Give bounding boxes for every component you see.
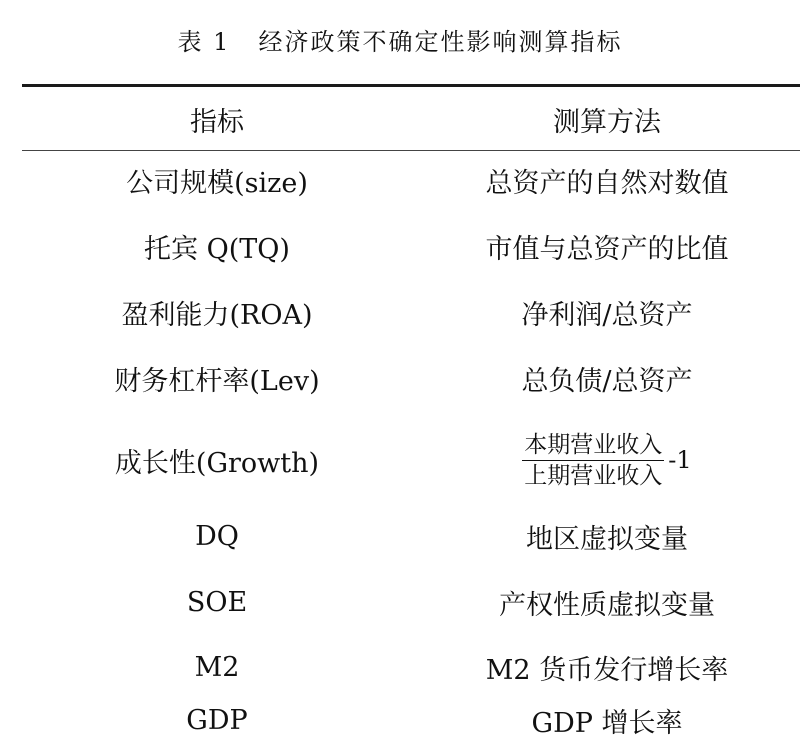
table-header-row (0, 92, 800, 146)
indicator-cell: 成长性(Growth) (114, 447, 320, 479)
table-row (0, 216, 800, 276)
table-row (0, 282, 800, 342)
fraction-denominator: 上期营业收入 (524, 462, 663, 489)
header-method: 测算方法 (553, 106, 661, 138)
method-cell: M2 货币发行增长率 (485, 654, 729, 686)
table-caption (0, 22, 800, 62)
table-top-rule (22, 84, 800, 87)
method-cell: 总资产的自然对数值 (485, 167, 729, 199)
method-cell: 产权性质虚拟变量 (499, 589, 715, 621)
table-row (0, 572, 800, 632)
indicator-cell: GDP (186, 704, 248, 736)
method-cell: 地区虚拟变量 (526, 523, 688, 555)
table-row (0, 425, 800, 495)
method-cell: GDP 增长率 (531, 707, 683, 739)
table-row (0, 506, 800, 566)
method-cell (414, 425, 800, 495)
table-row (0, 690, 800, 750)
method-cell: 净利润/总资产 (521, 299, 693, 331)
method-cell: 总负债/总资产 (521, 365, 693, 397)
table-row (0, 150, 800, 210)
growth-fraction (522, 432, 664, 489)
indicator-cell: 托宾 Q(TQ) (144, 233, 290, 265)
table-row (0, 637, 800, 697)
method-cell: 市值与总资产的比值 (485, 233, 729, 265)
growth-formula (522, 432, 691, 489)
table-number: 表 1 (177, 28, 231, 56)
fraction-numerator: 本期营业收入 (524, 431, 663, 458)
formula-suffix: -1 (668, 446, 692, 474)
indicator-cell: 公司规模(size) (126, 167, 308, 199)
indicator-cell: DQ (195, 520, 239, 552)
indicator-cell: SOE (186, 586, 248, 618)
table-title: 经济政策不确定性影响测算指标 (258, 28, 623, 56)
indicator-cell: M2 (194, 651, 240, 683)
table-row (0, 348, 800, 408)
indicator-cell: 财务杠杆率(Lev) (114, 365, 320, 397)
indicator-cell: 盈利能力(ROA) (121, 299, 313, 331)
header-indicator: 指标 (190, 106, 244, 138)
